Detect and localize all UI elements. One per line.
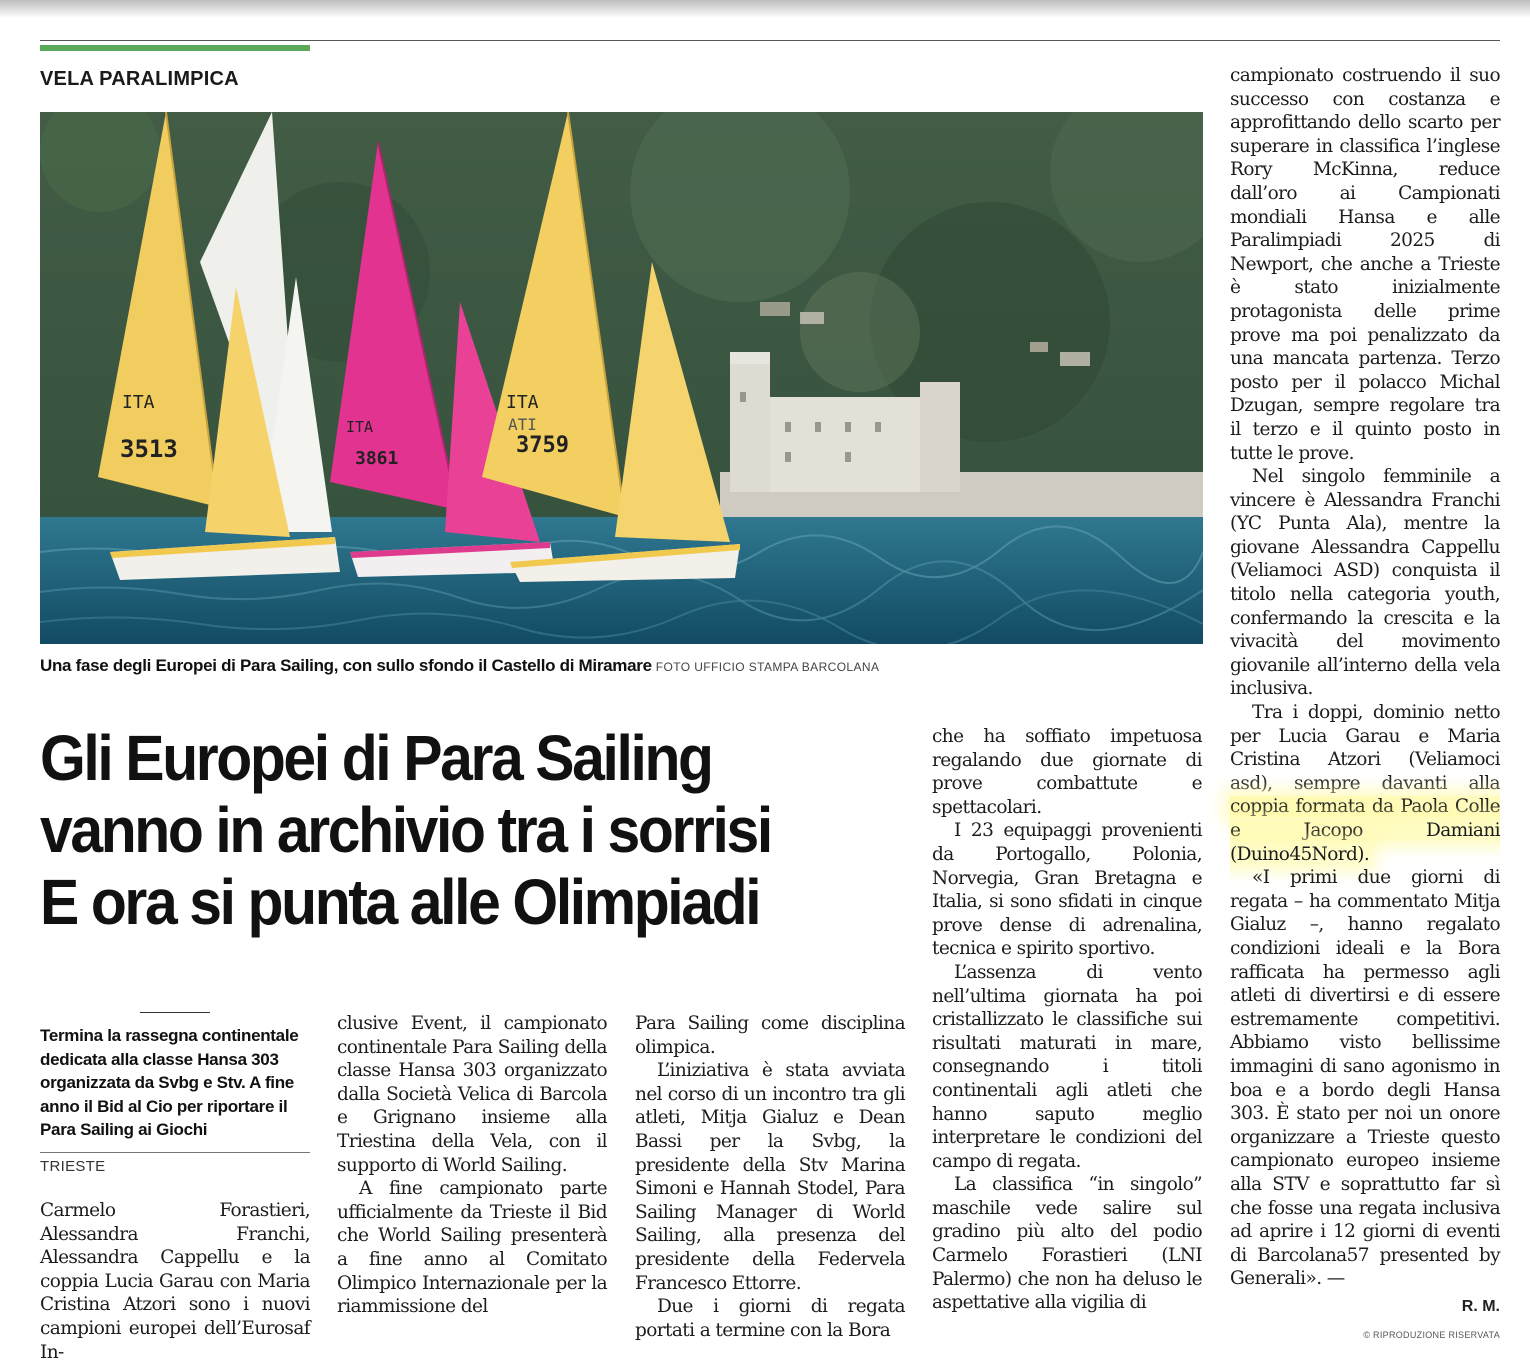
sail-code-label: ATI	[508, 415, 537, 434]
article-dateline: TRIESTE	[40, 1158, 106, 1175]
sail-number-label: 3759	[516, 433, 569, 458]
article-column-2	[337, 1012, 607, 1319]
headline-line: vanno in archivio tra i sorrisi	[40, 794, 771, 866]
paragraph: Carmelo Forastieri, Alessandra Franchi, Alessandra Cappellu e la coppia Lucia Garau con Maria Cristina Atzori sono i nuovi campioni europei dell’Eurosaf In-	[40, 1200, 310, 1363]
paragraph: Nel singolo femminile a vincere è Alessandra Franchi (YC Punta Ala), mentre la giovane Alessandra Cappellu (Veliamoci ASD) conquista il titolo nella categoria youth, confermando la crescita e la vivacità del movimento giovanile all’interno della vela inclusiva.	[1230, 466, 1500, 700]
paragraph: «I primi due giorni di regata – ha commentato Mitja Gialuz –, hanno regalato condizioni ideali e la Bora rafficata ha permesso agli atleti di divertirsi e di essere estremamente competitivi. Abbiamo visto bellissime immagini di sano agonismo in boa e a bordo degli Hansa 303. È stato per noi un onore organizzare a Trieste questo campionato europeo insieme alla STV e soprattutto far sì che fosse una regata inclusiva ad aprire i 12 giorni di eventi di Barcolana57 presented by Generali». —	[1230, 867, 1500, 1290]
highlighted-text: coppia formata da Paola Colle e Jacopo Damiani (Duino45Nord).	[1230, 796, 1500, 865]
paragraph: Para Sailing come disciplina olimpica.	[635, 1013, 905, 1058]
headline-line: Gli Europei di Para Sailing	[40, 722, 712, 794]
article-headline	[40, 722, 850, 938]
caption-credit: FOTO UFFICIO STAMPA BARCOLANA	[655, 660, 880, 674]
paragraph: La classifica “in singolo” maschile vede salire sul gradino più alto del podio Carmelo Forastieri (LNI Palermo) che non ha deluso le aspettative alla vigilia di	[932, 1174, 1202, 1314]
sail-country-label: ITA	[122, 392, 155, 413]
section-kicker: VELA PARALIMPICA	[40, 68, 239, 90]
paragraph: campionato costruendo il suo successo con costanza e approfittando dello scarto per superare in classifica l’inglese Rory McKinna, reduce dall’oro ai Campionati mondiali Hansa e alle Paralimpiadi 2025 di Newport, che anche a Trieste è stato inizialmente protagonista delle prime prove ma poi penalizzato da una mancata partenza. Terzo posto per il polacco Michal Dzugan, sempre regolare tra il terzo e il quinto posto in tutte le prove.	[1230, 65, 1500, 464]
sail-number-label: 3513	[120, 435, 178, 463]
caption-text: Una fase degli Europei di Para Sailing, con sullo sfondo il Castello di Miramare	[40, 656, 652, 675]
article-photo	[40, 112, 1203, 644]
paragraph: A fine campionato parte ufficialmente da Trieste il Bid che World Sailing presenterà a fine anno al Comitato Olimpico Internazionale per la riammissione del	[337, 1178, 607, 1318]
article-summary: Termina la rassegna continentale dedicata alla classe Hansa 303 organizzata da Svbg e Stv. A fine anno il Bid al Cio per riportare il Para Sailing ai Giochi	[40, 1026, 299, 1139]
page-top-shade	[0, 0, 1530, 18]
article-column-4	[932, 725, 1202, 1315]
headline-line: E ora si punta alle Olimpiadi	[40, 866, 760, 938]
dateline-rule	[40, 1152, 310, 1153]
top-rule	[40, 40, 1500, 41]
paragraph: clusive Event, il campionato continentale Para Sailing della classe Hansa 303 organizzato dalla Società Velica di Barcola e Grignano insieme alla Triestina della Vela, con il supporto di World Sailing.	[337, 1013, 607, 1176]
author-signature: R. M.	[1461, 1298, 1500, 1315]
sail-country-label: ITA	[346, 418, 374, 436]
rights-notice: © RIPRODUZIONE RISERVATA	[1363, 1330, 1500, 1340]
paragraph	[1230, 701, 1500, 866]
sail-number-label: 3861	[355, 448, 399, 469]
paragraph: L’assenza di vento nell’ultima giornata ha poi cristallizzato le classifiche sui risultati maturati in mare, consegnando i titoli continentali agli atleti che hanno saputo meglio interpretare le condizioni del campo di regata.	[932, 961, 1202, 1172]
paragraph: Due i giorni di regata portati a termine con la Bora	[635, 1296, 905, 1341]
article-column-3	[635, 1012, 905, 1342]
summary-rule	[140, 1012, 210, 1013]
paragraph-text: Tra i doppi, dominio netto per Lucia Garau e Maria Cristina Atzori (Veliamoci asd), sempre davanti alla	[1230, 702, 1500, 794]
sail-country-label: ITA	[506, 392, 539, 413]
paragraph: L’iniziativa è stata avviata nel corso di un incontro tra gli atleti, Mitja Gialuz e Dean Bassi per la Svbg, la presidente della Stv Marina Simoni e Hannah Stodel, Para Sailing Manager di World Sailing, alla presenza del presidente della Federvela Francesco Ettorre.	[635, 1060, 905, 1294]
photo-caption	[40, 656, 879, 676]
article-column-5	[1230, 64, 1500, 1291]
section-accent-bar	[40, 45, 310, 51]
paragraph: che ha soffiato impetuosa regalando due giornate di prove combattute e spettacolari.	[932, 726, 1202, 818]
paragraph: I 23 equipaggi provenienti da Portogallo, Polonia, Norvegia, Gran Bretagna e Italia, si sono sfidati in cinque prove dense di adrenalina, tecnica e spirito sportivo.	[932, 820, 1202, 960]
article-column-1	[40, 1199, 310, 1364]
